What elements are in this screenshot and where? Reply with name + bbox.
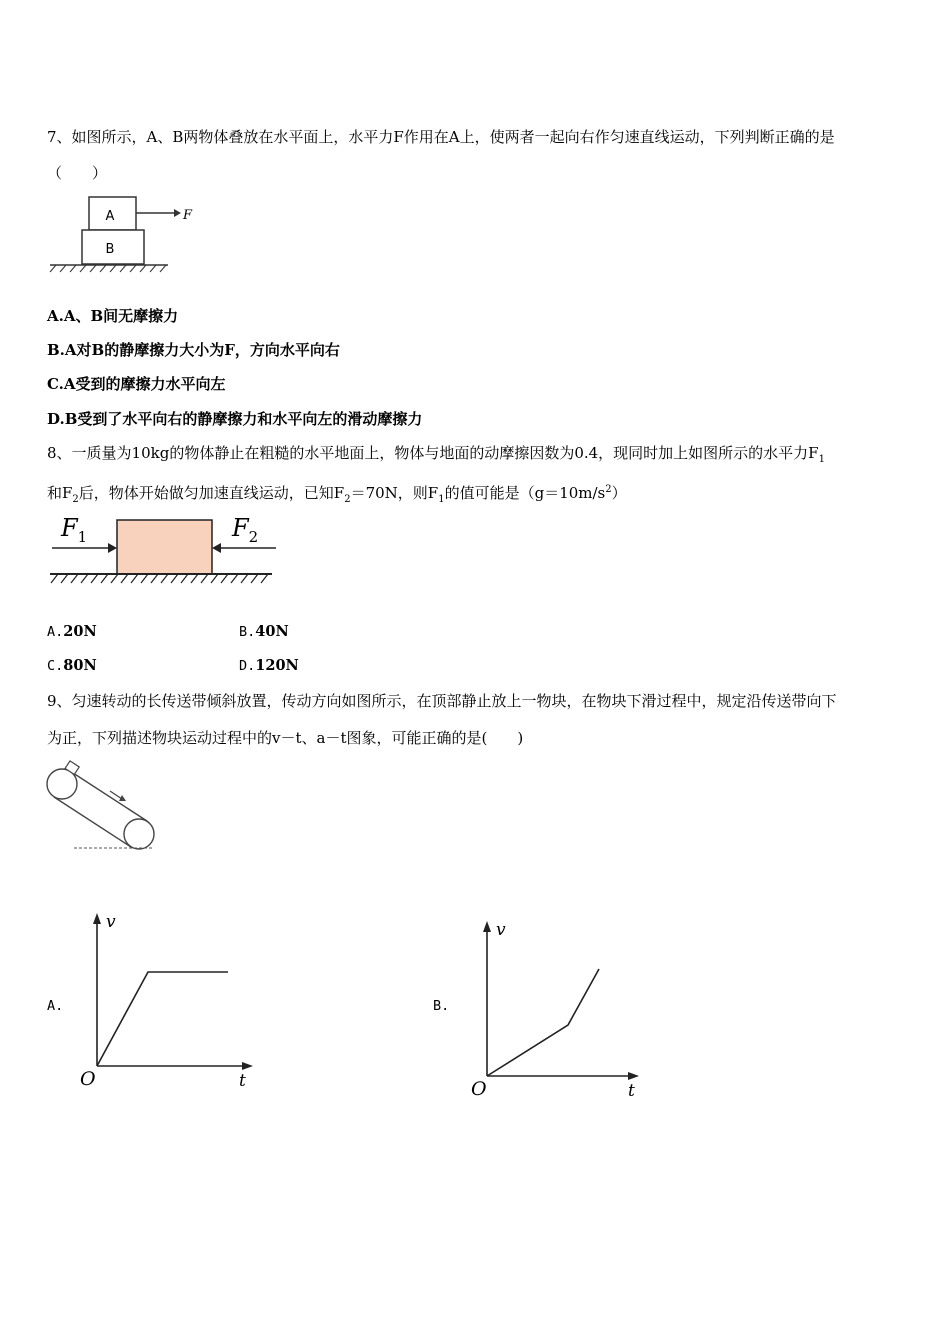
q8-figure: [46, 508, 278, 588]
graph-a-x-label: t: [239, 1071, 246, 1091]
q9-stem-line1: 9、匀速转动的长传送带倾斜放置，传动方向如图所示，在顶部静止放上一物块，在物块下滑过程中，规定沿传送带向下: [47, 692, 837, 710]
q8-f1-subscript: 1: [818, 454, 825, 465]
q8-option-c-letter: C.: [47, 658, 64, 674]
graph-b-x-label: t: [628, 1081, 635, 1101]
q8-option-a-value: 20N: [63, 623, 97, 640]
q8-option-d-letter: D.: [239, 658, 256, 674]
q8-line2-part-c: ＝70N，则F: [350, 484, 439, 502]
bottom-roller: [124, 819, 154, 849]
q8-block: [117, 520, 212, 574]
force-arrow-head: [174, 209, 181, 217]
q7-option-b: B.A对B的静摩擦力大小为F，方向水平向右: [47, 341, 340, 359]
force-label: F: [183, 208, 193, 223]
q7-stem-line2: （ ）: [47, 164, 108, 182]
ground-hatch: [50, 265, 166, 272]
q7-option-c: C.A受到的摩擦力水平向左: [47, 375, 226, 393]
f1-label: $F_1$: [61, 514, 88, 546]
q8-line2-sub3: 1: [438, 494, 445, 505]
q7-option-d: D.B受到了水平向右的静摩擦力和水平向左的滑动摩擦力: [47, 410, 423, 428]
belt-lower: [54, 797, 131, 847]
q8-stem-line2: [47, 480, 627, 510]
q8-ground-hatch: [51, 574, 268, 583]
graph-a-x-arrow: [242, 1062, 253, 1070]
q8-stem-line1-text: 8、一质量为10kg的物体静止在粗糙的水平地面上，物体与地面的动摩擦因数为0.4，现同时加上如图所示的水平力F: [47, 444, 819, 462]
q7-stem-line1: 7、如图所示，A、B两物体叠放在水平面上，水平力F作用在A上，使两者一起向右作匀速直线运动，下列判断正确的是: [47, 128, 835, 146]
q8-option-a-letter: A.: [47, 624, 64, 640]
graph-b-y-label: v: [496, 920, 506, 940]
f2-arrow-head: [212, 543, 221, 553]
q7-option-a: A.A、B间无摩擦力: [47, 307, 179, 325]
graph-a-curve: [97, 972, 228, 1066]
q8-line2-sub1: 2: [72, 494, 79, 505]
q7-figure: [46, 192, 206, 274]
q8-line2-sup: 2: [605, 484, 612, 495]
conveyor-figure: [44, 758, 160, 854]
q8-option-b: [239, 622, 289, 642]
block-b-label: B: [105, 242, 115, 257]
q8-option-b-value: 40N: [255, 623, 289, 640]
q8-line2-sub2: 2: [344, 494, 351, 505]
block-a-label: A: [105, 209, 115, 224]
graph-a-y-label: v: [106, 912, 116, 932]
graph-a-y-arrow: [93, 913, 101, 924]
q9-stem-line2: 为正，下列描述物块运动过程中的v－t、a－t图象，可能正确的是( ): [47, 729, 524, 747]
graph-b-origin: O: [471, 1078, 487, 1100]
f2-label: $F_2$: [232, 514, 259, 546]
q8-option-d-value: 120N: [255, 657, 299, 674]
q8-line2-part-b: 后，物体开始做匀加速直线运动，已知F: [78, 484, 345, 502]
graph-b-y-arrow: [483, 921, 491, 932]
q8-option-a: [47, 622, 97, 642]
q8-stem-line1: [47, 443, 825, 470]
q8-line2-part-a: 和F: [47, 484, 73, 502]
q8-line2-part-e: ）: [611, 484, 627, 502]
f1-arrow-head: [108, 543, 117, 553]
q8-option-c: [47, 656, 97, 676]
belt-upper: [70, 771, 147, 821]
graph-b-x-arrow: [628, 1072, 639, 1080]
graph-b-curve: [487, 969, 599, 1076]
q8-option-d: [239, 656, 299, 676]
q8-line2-part-d: 的值可能是（g＝10m/s: [444, 484, 606, 502]
graph-b: [468, 918, 648, 1104]
graph-a: [78, 908, 258, 1094]
q8-option-b-letter: B.: [239, 624, 256, 640]
graph-a-label: A.: [47, 998, 64, 1014]
graph-a-origin: O: [80, 1068, 96, 1090]
q8-option-c-value: 80N: [63, 657, 97, 674]
graph-b-label: B.: [433, 998, 450, 1014]
